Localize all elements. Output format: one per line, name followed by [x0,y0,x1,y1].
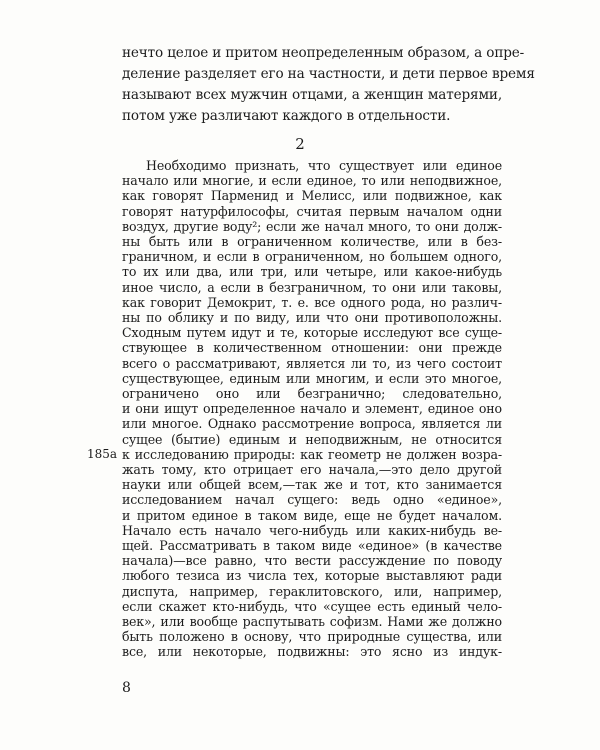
text-line: быть положено в основу, что природные существа, или [122,629,502,645]
text-line: диспута, например, гераклитовского, или, например, [122,583,502,599]
margin-reference: 185a [87,446,118,461]
text-line: Начало есть начало чего-нибудь или каких-нибудь ве- [122,522,502,538]
text-line: если скажет кто-нибудь, что «сущее есть единый чело- [122,598,502,614]
text-line: то их или два, или три, или четыре, или какое-нибудь [122,264,502,280]
text-line: и притом единое в таком виде, еще не будет началом. [122,507,502,523]
text-line: воздух, другие воду²; если же начал много, то они долж- [122,218,502,234]
text-line: иное число, а если в безграничном, то они или таковы, [122,279,502,295]
text-line: ствующее в количественном отношении: они прежде [122,340,502,356]
text-line: и они ищут определенное начало и элемент, единое оно [122,401,502,417]
text-line: граничном, и если в ограниченном, но большем одного, [122,249,502,265]
text-line: ны по облику и по виду, или что они противоположны. [122,310,502,325]
text-line: начала)—все равно, что вести рассуждение по поводу [122,553,502,569]
text-line: как говорит Демокрит, т. е. все одного рода, но различ- [122,294,502,310]
text-line: к исследованию природы: как геометр не должен возра- [122,446,502,462]
text-line: как говорят Парменид и Мелисс, или подвижное, как [122,188,502,204]
text-line: сущее (бытие) единым и неподвижным, не относится [122,431,502,447]
text-line: нечто целое и притом неопределенным образом, а опре- [122,45,525,61]
text-line: ны быть или в ограниченном количестве, или в без- [122,234,502,249]
text-line: щей. Рассматривать в таком виде «единое» (в качестве [122,538,502,553]
text-line: любого тезиса из числа тех, которые выставляют ради [122,568,502,584]
text-line: жать тому, кто отрицает его начала,—это дело другой [122,462,502,477]
text-line: потом уже различают каждого в отдельности. [122,108,451,124]
page-number: 8 [122,679,131,696]
text-line: ограничено оно или безгранично; следовательно, [122,386,502,401]
text-line: исследованием начал сущего: ведь одно «единое», [122,492,502,508]
text-line: называют всех мужчин отцами, а женщин матерями, [122,87,502,103]
text-line: начало или многие, и если единое, то или неподвижное, [122,173,502,189]
text-line: Необходимо признать, что существует или единое [146,158,502,173]
text-line: существующее, единым или многим, и если это многое, [122,370,502,386]
text-line: всего о рассматривают, является ли то, из чего состоит [122,355,502,371]
text-line: Сходным путем идут и те, которые исследуют все суще- [122,325,502,341]
text-line: деление разделяет его на частности, и дети первое время [122,66,535,82]
text-line: науки или общей всем,—так же и тот, кто занимается [122,477,502,493]
text-line: все, или некоторые, подвижны: это ясно из индук- [122,644,502,660]
text-line: век», или вообще распутывать софизм. Нами же должно [122,614,502,629]
text-line: говорят натурфилософы, считая первым началом одни [122,203,502,219]
text-line: или многое. Однако рассмотрение вопроса, является ли [122,416,502,432]
chapter-number: 2 [295,135,305,153]
